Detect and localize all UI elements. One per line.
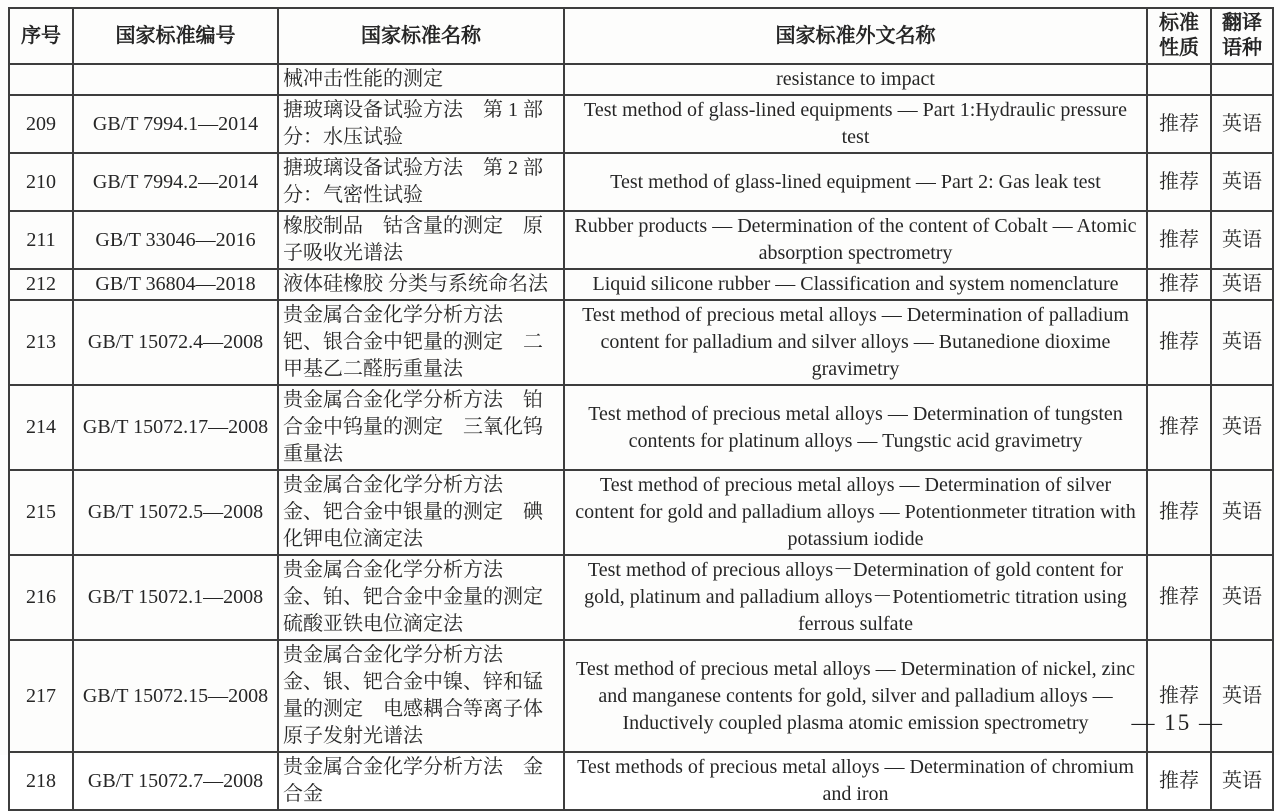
cell-seq: 210 <box>9 153 73 211</box>
cell-seq: 213 <box>9 300 73 385</box>
cell-seq: 218 <box>9 752 73 810</box>
cell-language: 英语 <box>1211 300 1273 385</box>
cell-nature: 推荐 <box>1147 752 1211 810</box>
cell-name-en: Test method of precious metal alloys — Determination of silver content for gold and palladium alloys — Potentionmeter titration with potassium iodide <box>564 470 1147 555</box>
table-row <box>9 95 1273 153</box>
column-header-language: 翻译语种 <box>1211 8 1273 64</box>
cell-name-cn: 贵金属合金化学分析方法 金合金 <box>278 752 564 810</box>
cell-seq <box>9 64 73 95</box>
cell-nature: 推荐 <box>1147 470 1211 555</box>
cell-language: 英语 <box>1211 640 1273 752</box>
cell-name-en: Rubber products — Determination of the content of Cobalt — Atomic absorption spectrometry <box>564 211 1147 269</box>
cell-name-en: Test method of precious metal alloys — Determination of palladium content for palladium and silver alloys — Butanedione dioxime gravimetry <box>564 300 1147 385</box>
cell-nature: 推荐 <box>1147 555 1211 640</box>
table-header-row <box>9 8 1273 64</box>
cell-code: GB/T 36804—2018 <box>73 269 278 300</box>
cell-name-en: Test method of glass-lined equipment — Part 2: Gas leak test <box>564 153 1147 211</box>
table-row <box>9 153 1273 211</box>
table-row <box>9 64 1273 95</box>
column-header-seq: 序号 <box>9 8 73 64</box>
cell-language: 英语 <box>1211 95 1273 153</box>
cell-name-cn: 贵金属合金化学分析方法 铂合金中钨量的测定 三氧化钨重量法 <box>278 385 564 470</box>
cell-name-cn: 液体硅橡胶 分类与系统命名法 <box>278 269 564 300</box>
cell-code: GB/T 15072.1—2008 <box>73 555 278 640</box>
column-header-code: 国家标准编号 <box>73 8 278 64</box>
cell-language: 英语 <box>1211 752 1273 810</box>
cell-seq: 211 <box>9 211 73 269</box>
table-row <box>9 640 1273 752</box>
cell-seq: 214 <box>9 385 73 470</box>
cell-name-en: Test method of glass-lined equipments — Part 1:Hydraulic pressure test <box>564 95 1147 153</box>
cell-language: 英语 <box>1211 385 1273 470</box>
cell-language: 英语 <box>1211 555 1273 640</box>
cell-nature: 推荐 <box>1147 300 1211 385</box>
cell-code: GB/T 15072.17—2008 <box>73 385 278 470</box>
table-row <box>9 211 1273 269</box>
cell-name-cn: 械冲击性能的测定 <box>278 64 564 95</box>
cell-name-en: resistance to impact <box>564 64 1147 95</box>
column-header-name-en: 国家标准外文名称 <box>564 8 1147 64</box>
cell-seq: 215 <box>9 470 73 555</box>
table-row <box>9 555 1273 640</box>
cell-name-cn: 贵金属合金化学分析方法 金、银、钯合金中镍、锌和锰量的测定 电感耦合等离子体原子发射光谱法 <box>278 640 564 752</box>
cell-name-en: Test methods of precious metal alloys — Determination of chromium and iron <box>564 752 1147 810</box>
cell-code: GB/T 33046—2016 <box>73 211 278 269</box>
standards-table <box>8 7 1274 811</box>
cell-name-cn: 橡胶制品 钴含量的测定 原子吸收光谱法 <box>278 211 564 269</box>
cell-language: 英语 <box>1211 153 1273 211</box>
cell-language: 英语 <box>1211 211 1273 269</box>
cell-nature: 推荐 <box>1147 153 1211 211</box>
cell-code: GB/T 7994.2—2014 <box>73 153 278 211</box>
column-header-nature: 标准性质 <box>1147 8 1211 64</box>
cell-name-en: Test method of precious alloys－Determination of gold content for gold, platinum and palladium alloys－Potentiometric titration using ferrous sulfate <box>564 555 1147 640</box>
table-row <box>9 752 1273 810</box>
column-header-name-cn: 国家标准名称 <box>278 8 564 64</box>
cell-name-cn: 贵金属合金化学分析方法 钯、银合金中钯量的测定 二甲基乙二醛肟重量法 <box>278 300 564 385</box>
table-row <box>9 470 1273 555</box>
cell-nature: 推荐 <box>1147 269 1211 300</box>
cell-code: GB/T 7994.1—2014 <box>73 95 278 153</box>
cell-name-en: Test method of precious metal alloys — Determination of nickel, zinc and manganese contents for gold, silver and palladium alloys — Inductively coupled plasma atomic emission spectrometry <box>564 640 1147 752</box>
cell-nature: 推荐 <box>1147 385 1211 470</box>
table-row <box>9 269 1273 300</box>
cell-name-cn: 搪玻璃设备试验方法 第 2 部分：气密性试验 <box>278 153 564 211</box>
cell-language <box>1211 64 1273 95</box>
cell-nature: 推荐 <box>1147 211 1211 269</box>
cell-seq: 217 <box>9 640 73 752</box>
cell-name-en: Test method of precious metal alloys — Determination of tungsten contents for platinum alloys — Tungstic acid gravimetry <box>564 385 1147 470</box>
cell-code <box>73 64 278 95</box>
cell-name-cn: 贵金属合金化学分析方法 金、铂、钯合金中金量的测定 硫酸亚铁电位滴定法 <box>278 555 564 640</box>
table-row <box>9 385 1273 470</box>
cell-nature: 推荐 <box>1147 95 1211 153</box>
cell-name-en: Liquid silicone rubber — Classification and system nomenclature <box>564 269 1147 300</box>
cell-code: GB/T 15072.4—2008 <box>73 300 278 385</box>
cell-seq: 209 <box>9 95 73 153</box>
cell-code: GB/T 15072.7—2008 <box>73 752 278 810</box>
cell-code: GB/T 15072.15—2008 <box>73 640 278 752</box>
cell-seq: 212 <box>9 269 73 300</box>
cell-name-cn: 搪玻璃设备试验方法 第 1 部分：水压试验 <box>278 95 564 153</box>
cell-code: GB/T 15072.5—2008 <box>73 470 278 555</box>
table-row <box>9 300 1273 385</box>
cell-name-cn: 贵金属合金化学分析方法 金、钯合金中银量的测定 碘化钾电位滴定法 <box>278 470 564 555</box>
cell-seq: 216 <box>9 555 73 640</box>
cell-nature: 推荐 <box>1147 640 1211 752</box>
cell-language: 英语 <box>1211 269 1273 300</box>
page-number: — 15 — <box>1131 710 1224 735</box>
cell-language: 英语 <box>1211 470 1273 555</box>
cell-nature <box>1147 64 1211 95</box>
